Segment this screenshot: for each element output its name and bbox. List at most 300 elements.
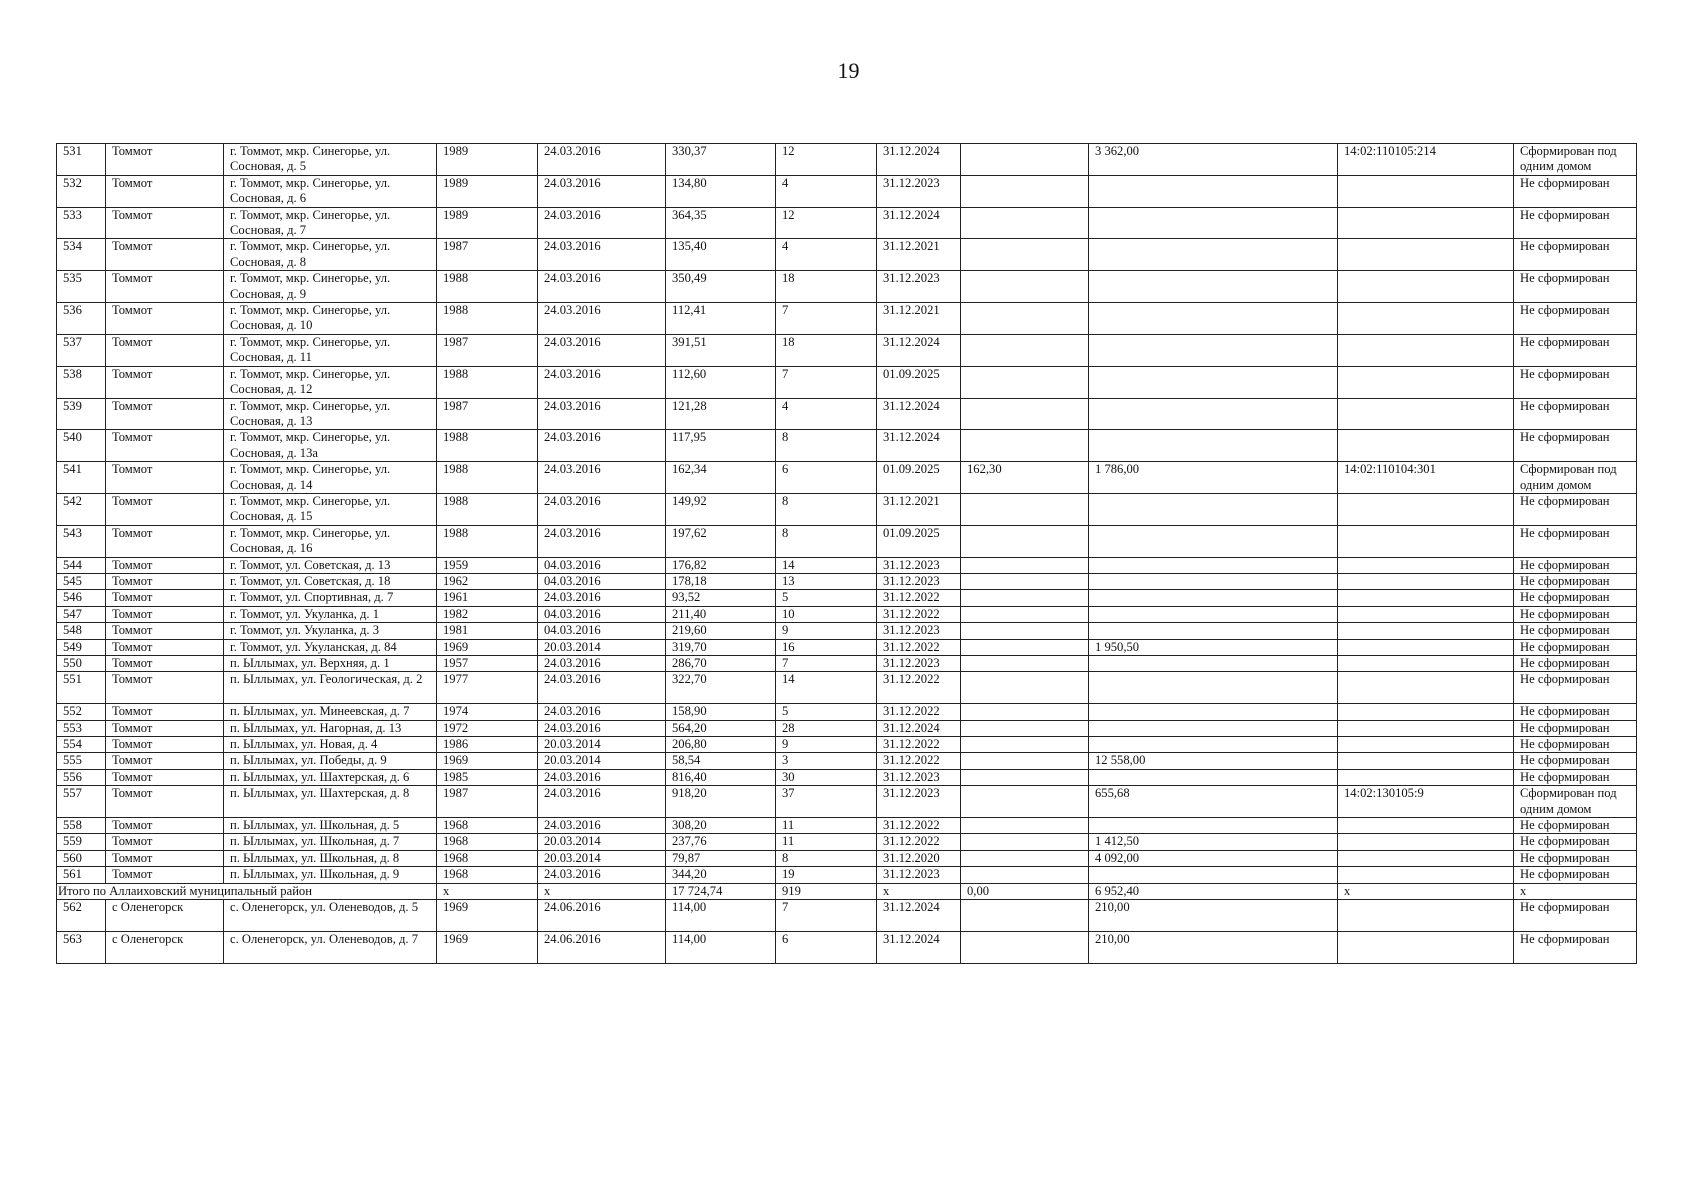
area-cell: 206,80 bbox=[666, 737, 776, 753]
table-row bbox=[57, 606, 1637, 622]
area-cell: 158,90 bbox=[666, 704, 776, 720]
row-number-cell: 550 bbox=[57, 656, 106, 672]
land-status-cell: Не сформирован bbox=[1514, 303, 1637, 335]
row-number-cell: 548 bbox=[57, 623, 106, 639]
relocation-deadline-cell: 31.12.2022 bbox=[877, 753, 961, 769]
recognition-date-cell: 24.03.2016 bbox=[538, 818, 666, 834]
area-cell: 918,20 bbox=[666, 786, 776, 818]
relocation-deadline-cell: 31.12.2023 bbox=[877, 573, 961, 589]
cadastral-number-cell bbox=[1338, 834, 1514, 850]
locality-cell: Томмот bbox=[106, 639, 224, 655]
address-cell: г. Томмот, мкр. Синегорье, ул. Сосновая, д. 16 bbox=[224, 525, 437, 557]
residents-count-cell: 7 bbox=[776, 366, 877, 398]
area-cell: 117,95 bbox=[666, 430, 776, 462]
recognition-date-cell: 20.03.2014 bbox=[538, 737, 666, 753]
area-cell: 816,40 bbox=[666, 769, 776, 785]
residents-count-cell: 5 bbox=[776, 704, 877, 720]
build-year-cell: 1987 bbox=[437, 398, 538, 430]
locality-cell: Томмот bbox=[106, 271, 224, 303]
relocation-deadline-cell: 31.12.2022 bbox=[877, 606, 961, 622]
cadastral-number-cell bbox=[1338, 639, 1514, 655]
residents-count-cell: 4 bbox=[776, 398, 877, 430]
area-cell: 211,40 bbox=[666, 606, 776, 622]
build-year-cell: 1987 bbox=[437, 786, 538, 818]
build-year-cell: 1969 bbox=[437, 900, 538, 932]
relocation-deadline-cell: 31.12.2022 bbox=[877, 818, 961, 834]
table-row bbox=[57, 430, 1637, 462]
residents-count-cell: 7 bbox=[776, 900, 877, 932]
row-number-cell: 539 bbox=[57, 398, 106, 430]
land-status-cell: Сформирован под одним домом bbox=[1514, 786, 1637, 818]
address-cell: г. Томмот, мкр. Синегорье, ул. Сосновая, д. 8 bbox=[224, 239, 437, 271]
relocation-deadline-cell: 31.12.2023 bbox=[877, 623, 961, 639]
land-status-cell: Не сформирован bbox=[1514, 271, 1637, 303]
land-area-cell bbox=[961, 573, 1089, 589]
locality-cell: Томмот bbox=[106, 430, 224, 462]
area-cell: 121,28 bbox=[666, 398, 776, 430]
address-cell: п. Ыллымах, ул. Верхняя, д. 1 bbox=[224, 656, 437, 672]
land-area-cell bbox=[961, 430, 1089, 462]
area-cell: 364,35 bbox=[666, 207, 776, 239]
area-cell: 112,41 bbox=[666, 303, 776, 335]
locality-cell: Томмот bbox=[106, 207, 224, 239]
cadastral-number-cell bbox=[1338, 606, 1514, 622]
residents-count-cell: 11 bbox=[776, 834, 877, 850]
address-cell: г. Томмот, ул. Укуланская, д. 84 bbox=[224, 639, 437, 655]
cadastral-number-cell: 14:02:110104:301 bbox=[1338, 462, 1514, 494]
cadastral-number-cell bbox=[1338, 753, 1514, 769]
build-year-cell: 1969 bbox=[437, 639, 538, 655]
build-year-cell: 1981 bbox=[437, 623, 538, 639]
recognition-date-cell: 24.03.2016 bbox=[538, 590, 666, 606]
address-cell: г. Томмот, мкр. Синегорье, ул. Сосновая, д. 13 bbox=[224, 398, 437, 430]
land-area-cell bbox=[961, 590, 1089, 606]
residents-count-cell: 8 bbox=[776, 850, 877, 866]
area-cell: 330,37 bbox=[666, 144, 776, 176]
table-row bbox=[57, 366, 1637, 398]
area-cell: 58,54 bbox=[666, 753, 776, 769]
recognition-date-cell: 24.03.2016 bbox=[538, 334, 666, 366]
land-area-cell bbox=[961, 786, 1089, 818]
row-number-cell: 549 bbox=[57, 639, 106, 655]
total-land-area: 0,00 bbox=[961, 883, 1089, 899]
address-cell: г. Томмот, мкр. Синегорье, ул. Сосновая, д. 9 bbox=[224, 271, 437, 303]
recognition-date-cell: 24.03.2016 bbox=[538, 462, 666, 494]
locality-cell: Томмот bbox=[106, 623, 224, 639]
land-area-cell bbox=[961, 900, 1089, 932]
land-status-cell: Не сформирован bbox=[1514, 623, 1637, 639]
land-area-cell bbox=[961, 239, 1089, 271]
locality-cell: Томмот bbox=[106, 398, 224, 430]
row-number-cell: 562 bbox=[57, 900, 106, 932]
row-number-cell: 558 bbox=[57, 818, 106, 834]
cadastral-number-cell bbox=[1338, 656, 1514, 672]
area-cell: 114,00 bbox=[666, 931, 776, 963]
amount-cell bbox=[1089, 590, 1338, 606]
land-area-cell bbox=[961, 175, 1089, 207]
recognition-date-cell: 24.03.2016 bbox=[538, 704, 666, 720]
locality-cell: Томмот bbox=[106, 867, 224, 883]
land-area-cell bbox=[961, 639, 1089, 655]
address-cell: п. Ыллымах, ул. Минеевская, д. 7 bbox=[224, 704, 437, 720]
amount-cell: 210,00 bbox=[1089, 931, 1338, 963]
land-area-cell bbox=[961, 753, 1089, 769]
locality-cell: Томмот bbox=[106, 753, 224, 769]
locality-cell: Томмот bbox=[106, 786, 224, 818]
build-year-cell: 1988 bbox=[437, 271, 538, 303]
relocation-deadline-cell: 31.12.2021 bbox=[877, 239, 961, 271]
residents-count-cell: 13 bbox=[776, 573, 877, 589]
relocation-deadline-cell: 31.12.2024 bbox=[877, 144, 961, 176]
recognition-date-cell: 24.03.2016 bbox=[538, 867, 666, 883]
land-status-cell: Не сформирован bbox=[1514, 493, 1637, 525]
total-land-status: х bbox=[1514, 883, 1637, 899]
cadastral-number-cell bbox=[1338, 557, 1514, 573]
row-number-cell: 542 bbox=[57, 493, 106, 525]
relocation-deadline-cell: 31.12.2021 bbox=[877, 493, 961, 525]
table-row bbox=[57, 144, 1637, 176]
address-cell: г. Томмот, ул. Укуланка, д. 1 bbox=[224, 606, 437, 622]
land-status-cell: Не сформирован bbox=[1514, 931, 1637, 963]
amount-cell bbox=[1089, 525, 1338, 557]
residents-count-cell: 9 bbox=[776, 623, 877, 639]
recognition-date-cell: 24.03.2016 bbox=[538, 720, 666, 736]
land-area-cell bbox=[961, 271, 1089, 303]
land-status-cell: Не сформирован bbox=[1514, 720, 1637, 736]
land-area-cell bbox=[961, 623, 1089, 639]
total-build-year: х bbox=[437, 883, 538, 899]
recognition-date-cell: 24.03.2016 bbox=[538, 207, 666, 239]
total-residents-count: 919 bbox=[776, 883, 877, 899]
cadastral-number-cell bbox=[1338, 493, 1514, 525]
relocation-deadline-cell: 31.12.2024 bbox=[877, 430, 961, 462]
area-cell: 308,20 bbox=[666, 818, 776, 834]
amount-cell: 210,00 bbox=[1089, 900, 1338, 932]
amount-cell bbox=[1089, 334, 1338, 366]
cadastral-number-cell bbox=[1338, 590, 1514, 606]
amount-cell: 4 092,00 bbox=[1089, 850, 1338, 866]
recognition-date-cell: 04.03.2016 bbox=[538, 606, 666, 622]
table-row bbox=[57, 720, 1637, 736]
locality-cell: Томмот bbox=[106, 366, 224, 398]
table-row bbox=[57, 818, 1637, 834]
address-cell: г. Томмот, мкр. Синегорье, ул. Сосновая, д. 13а bbox=[224, 430, 437, 462]
recognition-date-cell: 24.03.2016 bbox=[538, 525, 666, 557]
recognition-date-cell: 24.03.2016 bbox=[538, 493, 666, 525]
cadastral-number-cell bbox=[1338, 720, 1514, 736]
relocation-deadline-cell: 31.12.2024 bbox=[877, 398, 961, 430]
address-cell: п. Ыллымах, ул. Победы, д. 9 bbox=[224, 753, 437, 769]
row-number-cell: 563 bbox=[57, 931, 106, 963]
amount-cell bbox=[1089, 867, 1338, 883]
cadastral-number-cell bbox=[1338, 430, 1514, 462]
residents-count-cell: 30 bbox=[776, 769, 877, 785]
relocation-deadline-cell: 01.09.2025 bbox=[877, 462, 961, 494]
land-status-cell: Сформирован под одним домом bbox=[1514, 462, 1637, 494]
land-area-cell bbox=[961, 818, 1089, 834]
address-cell: г. Томмот, мкр. Синегорье, ул. Сосновая, д. 15 bbox=[224, 493, 437, 525]
build-year-cell: 1989 bbox=[437, 207, 538, 239]
residents-count-cell: 37 bbox=[776, 786, 877, 818]
table-body bbox=[57, 144, 1637, 964]
row-number-cell: 533 bbox=[57, 207, 106, 239]
row-number-cell: 555 bbox=[57, 753, 106, 769]
area-cell: 197,62 bbox=[666, 525, 776, 557]
table-row bbox=[57, 639, 1637, 655]
build-year-cell: 1957 bbox=[437, 656, 538, 672]
table-row bbox=[57, 850, 1637, 866]
address-cell: г. Томмот, мкр. Синегорье, ул. Сосновая, д. 12 bbox=[224, 366, 437, 398]
cadastral-number-cell bbox=[1338, 573, 1514, 589]
table-row bbox=[57, 573, 1637, 589]
amount-cell bbox=[1089, 623, 1338, 639]
land-status-cell: Не сформирован bbox=[1514, 704, 1637, 720]
row-number-cell: 559 bbox=[57, 834, 106, 850]
table-row bbox=[57, 623, 1637, 639]
land-area-cell bbox=[961, 366, 1089, 398]
relocation-deadline-cell: 31.12.2024 bbox=[877, 900, 961, 932]
address-cell: г. Томмот, ул. Спортивная, д. 7 bbox=[224, 590, 437, 606]
amount-cell: 12 558,00 bbox=[1089, 753, 1338, 769]
total-area: 17 724,74 bbox=[666, 883, 776, 899]
table-row bbox=[57, 493, 1637, 525]
locality-cell: Томмот bbox=[106, 334, 224, 366]
table-row bbox=[57, 834, 1637, 850]
amount-cell bbox=[1089, 175, 1338, 207]
land-area-cell bbox=[961, 704, 1089, 720]
land-area-cell bbox=[961, 867, 1089, 883]
locality-cell: с Оленегорск bbox=[106, 900, 224, 932]
relocation-deadline-cell: 31.12.2024 bbox=[877, 720, 961, 736]
area-cell: 114,00 bbox=[666, 900, 776, 932]
table-row bbox=[57, 525, 1637, 557]
land-status-cell: Не сформирован bbox=[1514, 639, 1637, 655]
table-row bbox=[57, 175, 1637, 207]
locality-cell: с Оленегорск bbox=[106, 931, 224, 963]
locality-cell: Томмот bbox=[106, 850, 224, 866]
relocation-deadline-cell: 31.12.2023 bbox=[877, 271, 961, 303]
amount-cell bbox=[1089, 720, 1338, 736]
locality-cell: Томмот bbox=[106, 239, 224, 271]
locality-cell: Томмот bbox=[106, 493, 224, 525]
cadastral-number-cell bbox=[1338, 525, 1514, 557]
amount-cell bbox=[1089, 573, 1338, 589]
amount-cell bbox=[1089, 704, 1338, 720]
cadastral-number-cell bbox=[1338, 623, 1514, 639]
residents-count-cell: 7 bbox=[776, 656, 877, 672]
land-area-cell bbox=[961, 672, 1089, 704]
land-area-cell bbox=[961, 720, 1089, 736]
total-recognition-date: х bbox=[538, 883, 666, 899]
build-year-cell: 1968 bbox=[437, 818, 538, 834]
amount-cell: 3 362,00 bbox=[1089, 144, 1338, 176]
residents-count-cell: 19 bbox=[776, 867, 877, 883]
amount-cell bbox=[1089, 656, 1338, 672]
recognition-date-cell: 04.03.2016 bbox=[538, 557, 666, 573]
relocation-deadline-cell: 31.12.2020 bbox=[877, 850, 961, 866]
land-status-cell: Не сформирован bbox=[1514, 737, 1637, 753]
area-cell: 322,70 bbox=[666, 672, 776, 704]
table-row bbox=[57, 737, 1637, 753]
land-status-cell: Не сформирован bbox=[1514, 590, 1637, 606]
address-cell: п. Ыллымах, ул. Шахтерская, д. 8 bbox=[224, 786, 437, 818]
row-number-cell: 536 bbox=[57, 303, 106, 335]
residents-count-cell: 11 bbox=[776, 818, 877, 834]
cadastral-number-cell bbox=[1338, 704, 1514, 720]
relocation-deadline-cell: 31.12.2022 bbox=[877, 704, 961, 720]
land-status-cell: Не сформирован bbox=[1514, 557, 1637, 573]
recognition-date-cell: 24.03.2016 bbox=[538, 672, 666, 704]
row-number-cell: 552 bbox=[57, 704, 106, 720]
relocation-deadline-cell: 31.12.2024 bbox=[877, 334, 961, 366]
table-row bbox=[57, 786, 1637, 818]
cadastral-number-cell bbox=[1338, 271, 1514, 303]
cadastral-number-cell: 14:02:130105:9 bbox=[1338, 786, 1514, 818]
address-cell: г. Томмот, ул. Укуланка, д. 3 bbox=[224, 623, 437, 639]
row-number-cell: 556 bbox=[57, 769, 106, 785]
residents-count-cell: 14 bbox=[776, 672, 877, 704]
build-year-cell: 1988 bbox=[437, 430, 538, 462]
area-cell: 135,40 bbox=[666, 239, 776, 271]
row-number-cell: 554 bbox=[57, 737, 106, 753]
build-year-cell: 1962 bbox=[437, 573, 538, 589]
cadastral-number-cell bbox=[1338, 900, 1514, 932]
address-cell: с. Оленегорск, ул. Оленеводов, д. 7 bbox=[224, 931, 437, 963]
cadastral-number-cell bbox=[1338, 818, 1514, 834]
area-cell: 112,60 bbox=[666, 366, 776, 398]
locality-cell: Томмот bbox=[106, 818, 224, 834]
land-area-cell bbox=[961, 606, 1089, 622]
land-status-cell: Не сформирован bbox=[1514, 867, 1637, 883]
recognition-date-cell: 24.03.2016 bbox=[538, 144, 666, 176]
locality-cell: Томмот bbox=[106, 144, 224, 176]
land-status-cell: Не сформирован bbox=[1514, 207, 1637, 239]
row-number-cell: 545 bbox=[57, 573, 106, 589]
amount-cell bbox=[1089, 366, 1338, 398]
residents-count-cell: 4 bbox=[776, 175, 877, 207]
land-area-cell bbox=[961, 737, 1089, 753]
land-area-cell bbox=[961, 931, 1089, 963]
housing-registry-table bbox=[56, 143, 1637, 964]
cadastral-number-cell bbox=[1338, 931, 1514, 963]
locality-cell: Томмот bbox=[106, 573, 224, 589]
address-cell: г. Томмот, мкр. Синегорье, ул. Сосновая, д. 10 bbox=[224, 303, 437, 335]
table-row bbox=[57, 207, 1637, 239]
row-number-cell: 532 bbox=[57, 175, 106, 207]
address-cell: п. Ыллымах, ул. Школьная, д. 9 bbox=[224, 867, 437, 883]
recognition-date-cell: 24.03.2016 bbox=[538, 430, 666, 462]
land-area-cell bbox=[961, 207, 1089, 239]
relocation-deadline-cell: 31.12.2023 bbox=[877, 656, 961, 672]
row-number-cell: 561 bbox=[57, 867, 106, 883]
address-cell: п. Ыллымах, ул. Нагорная, д. 13 bbox=[224, 720, 437, 736]
relocation-deadline-cell: 31.12.2023 bbox=[877, 769, 961, 785]
recognition-date-cell: 24.03.2016 bbox=[538, 398, 666, 430]
cadastral-number-cell bbox=[1338, 850, 1514, 866]
amount-cell bbox=[1089, 493, 1338, 525]
area-cell: 176,82 bbox=[666, 557, 776, 573]
residents-count-cell: 7 bbox=[776, 303, 877, 335]
build-year-cell: 1961 bbox=[437, 590, 538, 606]
relocation-deadline-cell: 01.09.2025 bbox=[877, 366, 961, 398]
build-year-cell: 1974 bbox=[437, 704, 538, 720]
area-cell: 162,34 bbox=[666, 462, 776, 494]
locality-cell: Томмот bbox=[106, 672, 224, 704]
build-year-cell: 1987 bbox=[437, 239, 538, 271]
area-cell: 134,80 bbox=[666, 175, 776, 207]
row-number-cell: 543 bbox=[57, 525, 106, 557]
address-cell: п. Ыллымах, ул. Школьная, д. 8 bbox=[224, 850, 437, 866]
land-status-cell: Не сформирован bbox=[1514, 656, 1637, 672]
land-status-cell: Не сформирован bbox=[1514, 606, 1637, 622]
residents-count-cell: 10 bbox=[776, 606, 877, 622]
amount-cell bbox=[1089, 303, 1338, 335]
cadastral-number-cell bbox=[1338, 334, 1514, 366]
address-cell: г. Томмот, мкр. Синегорье, ул. Сосновая, д. 11 bbox=[224, 334, 437, 366]
residents-count-cell: 9 bbox=[776, 737, 877, 753]
table-row bbox=[57, 867, 1637, 883]
row-number-cell: 560 bbox=[57, 850, 106, 866]
amount-cell bbox=[1089, 557, 1338, 573]
total-relocation-deadline: х bbox=[877, 883, 961, 899]
table-row bbox=[57, 462, 1637, 494]
build-year-cell: 1972 bbox=[437, 720, 538, 736]
amount-cell bbox=[1089, 398, 1338, 430]
recognition-date-cell: 04.03.2016 bbox=[538, 623, 666, 639]
table-row bbox=[57, 769, 1637, 785]
total-amount: 6 952,40 bbox=[1089, 883, 1338, 899]
area-cell: 350,49 bbox=[666, 271, 776, 303]
build-year-cell: 1987 bbox=[437, 334, 538, 366]
cadastral-number-cell bbox=[1338, 175, 1514, 207]
amount-cell bbox=[1089, 207, 1338, 239]
locality-cell: Томмот bbox=[106, 525, 224, 557]
build-year-cell: 1988 bbox=[437, 462, 538, 494]
row-number-cell: 540 bbox=[57, 430, 106, 462]
residents-count-cell: 18 bbox=[776, 334, 877, 366]
address-cell: п. Ыллымах, ул. Школьная, д. 7 bbox=[224, 834, 437, 850]
locality-cell: Томмот bbox=[106, 303, 224, 335]
address-cell: п. Ыллымах, ул. Новая, д. 4 bbox=[224, 737, 437, 753]
area-cell: 149,92 bbox=[666, 493, 776, 525]
build-year-cell: 1985 bbox=[437, 769, 538, 785]
relocation-deadline-cell: 31.12.2021 bbox=[877, 303, 961, 335]
locality-cell: Томмот bbox=[106, 175, 224, 207]
residents-count-cell: 8 bbox=[776, 430, 877, 462]
table-row bbox=[57, 239, 1637, 271]
total-row bbox=[57, 883, 1637, 899]
amount-cell bbox=[1089, 271, 1338, 303]
row-number-cell: 534 bbox=[57, 239, 106, 271]
residents-count-cell: 4 bbox=[776, 239, 877, 271]
land-status-cell: Не сформирован bbox=[1514, 850, 1637, 866]
build-year-cell: 1988 bbox=[437, 303, 538, 335]
recognition-date-cell: 24.06.2016 bbox=[538, 931, 666, 963]
land-status-cell: Не сформирован bbox=[1514, 672, 1637, 704]
cadastral-number-cell bbox=[1338, 672, 1514, 704]
address-cell: г. Томмот, мкр. Синегорье, ул. Сосновая, д. 5 bbox=[224, 144, 437, 176]
row-number-cell: 535 bbox=[57, 271, 106, 303]
row-number-cell: 531 bbox=[57, 144, 106, 176]
cadastral-number-cell: 14:02:110105:214 bbox=[1338, 144, 1514, 176]
relocation-deadline-cell: 31.12.2024 bbox=[877, 207, 961, 239]
row-number-cell: 538 bbox=[57, 366, 106, 398]
recognition-date-cell: 04.03.2016 bbox=[538, 573, 666, 589]
area-cell: 237,76 bbox=[666, 834, 776, 850]
recognition-date-cell: 24.03.2016 bbox=[538, 656, 666, 672]
build-year-cell: 1977 bbox=[437, 672, 538, 704]
residents-count-cell: 28 bbox=[776, 720, 877, 736]
